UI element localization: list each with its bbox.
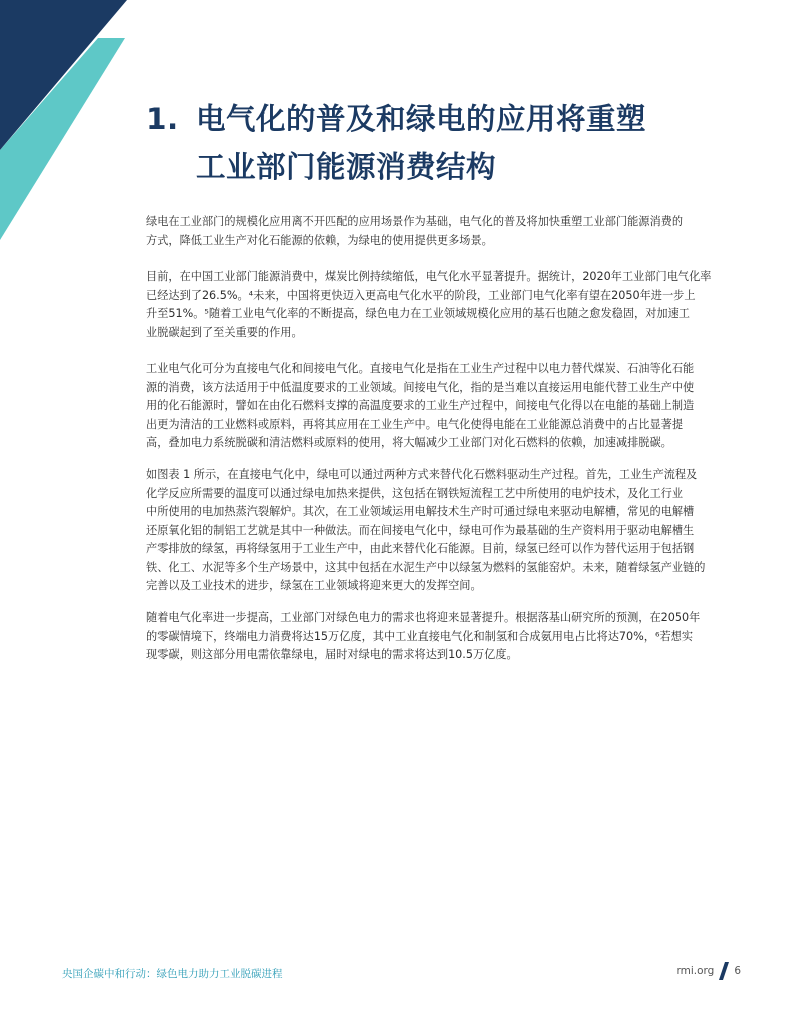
paragraph-line: 用的化石能源时，譬如在由化石燃料支撑的高温度要求的工业生产过程中，间接电气化得以在电能的基础上制造	[146, 399, 695, 412]
paragraph-line: 如图表 1 所示，在直接电气化中，绿电可以通过两种方式来替代化石燃料驱动生产过程。首先，工业生产流程及	[146, 468, 698, 481]
paragraph-line: 还原氧化铝的制铝工艺就是其中一种做法。而在间接电气化中，绿电可作为最基础的生产资料用于驱动电解槽生	[146, 523, 695, 537]
footer-report-title: 央国企碳中和行动：绿色电力助力工业脱碳进程	[62, 968, 283, 980]
footer-page-info	[676, 962, 741, 980]
paragraph-1	[146, 213, 706, 250]
paragraph-line: 高，叠加电力系统脱碳和清洁燃料或原料的使用，将大幅减少工业部门对化石燃料的依赖，加速减排脱碳。	[146, 436, 672, 449]
paragraph-line: 目前，在中国工业部门能源消费中，煤炭比例持续缩低，电气化水平显著提升。据统计，2020年工业部门电气化率	[146, 270, 712, 283]
paragraph-line: 中所使用的电加热蒸汽裂解炉。其次，在工业领域运用电解技术生产时可通过绿电来驱动电解槽，常见的电解槽	[146, 505, 695, 518]
section-title	[146, 95, 746, 191]
paragraph-line: 化学反应所需要的温度可以通过绿电加热来提供，这包括在钢铁短流程工艺中所使用的电炉技术，及化工行业	[146, 486, 684, 500]
paragraph-line: 出更为清洁的工业燃料或原料，再将其应用在工业生产中。电气化使得电能在工业能源总消费中的占比显著提	[146, 417, 684, 431]
paragraph-line: 产零排放的绿氢，再将绿氢用于工业生产中，由此来替代化石能源。目前，绿氢已经可以作为替代运用于包括钢	[146, 542, 695, 555]
slash-divider-icon	[719, 962, 729, 980]
paragraph-line: 铁、化工、水泥等多个生产场景中，这其中包括在水泥生产中以绿氢为燃料的氢能窑炉。未来，随着绿氢产业链的	[146, 560, 706, 574]
corner-decoration	[0, 0, 140, 240]
paragraph-line: 完善以及工业技术的进步，绿氢在工业领域将迎来更大的发挥空间。	[146, 579, 482, 592]
section-title-text-1: 电气化的普及和绿电的应用将重塑	[196, 101, 647, 136]
paragraph-line: 方式，降低工业生产对化石能源的依赖，为绿电的使用提供更多场景。	[146, 233, 493, 247]
section-title-line-2: 工业部门能源消费结构	[196, 149, 497, 184]
paragraph-line: 现零碳，则这部分用电需依靠绿电，届时对绿电的需求将达到10.5万亿度。	[146, 648, 518, 661]
paragraph-3	[146, 360, 706, 453]
paragraph-2	[146, 268, 712, 342]
section-title-line-1	[146, 95, 746, 143]
paragraph-line: 绿电在工业部门的规模化应用离不开匹配的应用场景作为基础，电气化的普及将加快重塑工业部门能源消费的	[146, 215, 684, 228]
footer-site-link[interactable]: rmi.org	[676, 965, 715, 977]
page-number: 6	[734, 965, 741, 977]
paragraph-line: 工业电气化可分为直接电气化和间接电气化。直接电气化是指在工业生产过程中以电力替代煤炭、石油等化石能	[146, 362, 695, 375]
paragraph-line: 已经达到了26.5%。⁴未来，中国将更快迈入更高电气化水平的阶段，工业部门电气化率有望在2050年进一步上	[146, 288, 696, 302]
paragraph-line: 源的消费，该方法适用于中低温度要求的工业领域。间接电气化，指的是当难以直接运用电能代替工业生产中使	[146, 380, 695, 394]
paragraph-line: 业脱碳起到了至关重要的作用。	[146, 325, 303, 339]
paragraph-line: 的零碳情境下，终端电力消费将达15万亿度，其中工业直接电气化和制氢和合成氨用电占比将达70%，⁶若想实	[146, 629, 694, 643]
paragraph-5	[146, 609, 706, 665]
paragraph-line: 升至51%。⁵随着工业电气化率的不断提高，绿色电力在工业领域规模化应用的基石也随之愈发稳固，对加速工	[146, 307, 690, 320]
paragraph-line: 随着电气化率进一步提高，工业部门对绿色电力的需求也将迎来显著提升。根据落基山研究所的预测，在2050年	[146, 611, 701, 624]
section-number: 1.	[146, 101, 179, 136]
paragraph-4	[146, 466, 706, 596]
